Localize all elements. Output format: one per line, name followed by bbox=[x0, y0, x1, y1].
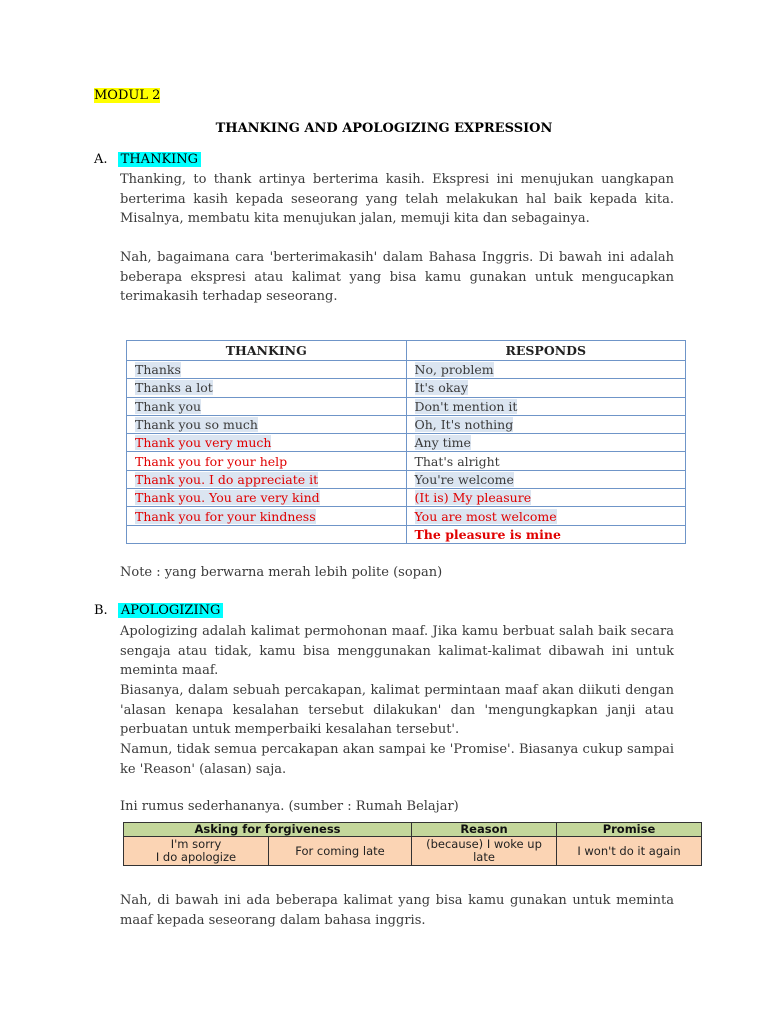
responds-cell: No, problem bbox=[406, 361, 686, 379]
table-row bbox=[127, 434, 686, 452]
thanking-cell-polite: Thank you for your help bbox=[127, 452, 407, 470]
responds-cell: Any time bbox=[406, 434, 686, 452]
thanking-cell-empty bbox=[127, 525, 407, 543]
thanking-cell: Thank you bbox=[127, 397, 407, 415]
page-title: THANKING AND APOLOGIZING EXPRESSION bbox=[215, 121, 553, 136]
responds-cell: You're welcome bbox=[406, 470, 686, 488]
thanking-cell: Thanks bbox=[127, 361, 407, 379]
responds-cell-polite: The pleasure is mine bbox=[406, 525, 686, 543]
thanking-cell-polite: Thank you for your kindness bbox=[127, 507, 407, 525]
header-reason: Reason bbox=[412, 823, 557, 837]
table-row bbox=[127, 489, 686, 507]
asking-cell-2: For coming late bbox=[269, 837, 412, 866]
thanking-cell-polite: Thank you very much bbox=[127, 434, 407, 452]
table-row bbox=[127, 452, 686, 470]
table-row bbox=[127, 379, 686, 397]
responds-cell: Don't mention it bbox=[406, 397, 686, 415]
apology-formula-table bbox=[123, 822, 702, 866]
responds-cell: Oh, It's nothing bbox=[406, 415, 686, 433]
formula-header-row bbox=[124, 823, 702, 837]
thanking-table bbox=[126, 340, 686, 544]
section-a-heading bbox=[94, 152, 201, 167]
section-b-paragraph-1: Apologizing adalah kalimat permohonan maaf. Jika kamu berbuat salah baik secara sengaja atau tidak, kamu bisa menggunakan kalimat-kalimat dibawah ini untuk meminta maaf. bbox=[120, 624, 674, 678]
header-responds: RESPONDS bbox=[406, 341, 686, 361]
note-text: Note : yang berwarna merah lebih polite (sopan) bbox=[120, 565, 443, 580]
section-a-title: THANKING bbox=[118, 152, 201, 167]
header-asking-for-forgiveness: Asking for forgiveness bbox=[124, 823, 412, 837]
table-header-row bbox=[127, 341, 686, 361]
responds-cell: That's alright bbox=[406, 452, 686, 470]
module-label: MODUL 2 bbox=[94, 88, 161, 103]
section-a-letter: A. bbox=[94, 152, 108, 167]
header-thanking: THANKING bbox=[127, 341, 407, 361]
section-a-paragraph-2: Nah, bagaimana cara 'berterimakasih' dalam Bahasa Inggris. Di bawah ini adalah beberapa ekspresi atau kalimat yang bisa kamu gunakan untuk mengucapkan terimakasih terhadap seseorang. bbox=[120, 250, 674, 304]
thanking-cell-polite: Thank you. I do appreciate it bbox=[127, 470, 407, 488]
table-row bbox=[127, 397, 686, 415]
thanking-cell: Thanks a lot bbox=[127, 379, 407, 397]
table-row bbox=[127, 525, 686, 543]
section-a-paragraph-1: Thanking, to thank artinya berterima kasih. Ekspresi ini menujukan uangkapan berterima kasih kepada seseorang yang telah melakukan hal baik kepada kita. Misalnya, membatu kita menujukan jalan, memuji kita dan sebagainya. bbox=[120, 172, 674, 226]
responds-cell: It's okay bbox=[406, 379, 686, 397]
reason-cell: (because) I woke up late bbox=[412, 837, 557, 866]
table-row bbox=[127, 470, 686, 488]
section-b-paragraph-2: Biasanya, dalam sebuah percakapan, kalimat permintaan maaf akan diikuti dengan 'alasan kenapa kesalahan tersebut dilakukan' dan 'mengungkapkan janji atau perbuatan untuk memperbaiki kesalahan tersebut'. bbox=[120, 683, 674, 737]
closing-paragraph: Nah, di bawah ini ada beberapa kalimat yang bisa kamu gunakan untuk meminta maaf kepada seseorang dalam bahasa inggris. bbox=[120, 893, 674, 928]
asking-cell: I'm sorry I do apologize bbox=[124, 837, 269, 866]
table-row bbox=[127, 507, 686, 525]
formula-row bbox=[124, 837, 702, 866]
promise-cell: I won't do it again bbox=[557, 837, 702, 866]
section-b-letter: B. bbox=[94, 603, 108, 618]
header-promise: Promise bbox=[557, 823, 702, 837]
responds-cell-polite: (It is) My pleasure bbox=[406, 489, 686, 507]
responds-cell-polite: You are most welcome bbox=[406, 507, 686, 525]
section-b-title: APOLOGIZING bbox=[118, 603, 224, 618]
formula-intro: Ini rumus sederhananya. (sumber : Rumah Belajar) bbox=[120, 799, 459, 814]
table-row bbox=[127, 415, 686, 433]
section-b-paragraph-3: Namun, tidak semua percakapan akan sampai ke 'Promise'. Biasanya cukup sampai ke 'Reason' (alasan) saja. bbox=[120, 742, 674, 777]
table-row bbox=[127, 361, 686, 379]
thanking-cell-polite: Thank you. You are very kind bbox=[127, 489, 407, 507]
thanking-cell: Thank you so much bbox=[127, 415, 407, 433]
section-b-heading bbox=[94, 603, 223, 618]
